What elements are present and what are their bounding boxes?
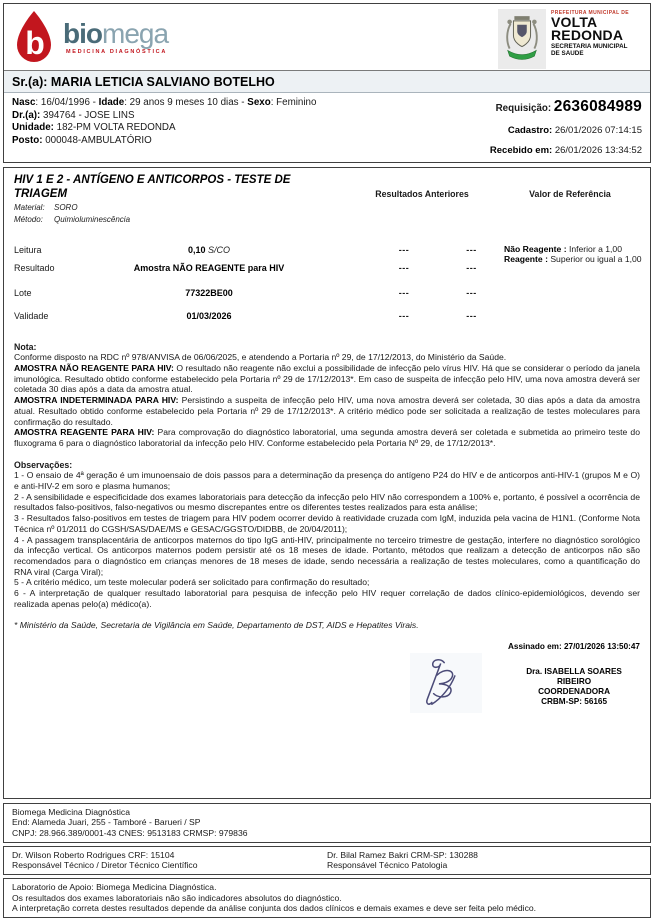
responsible-left <box>12 850 327 871</box>
field-label: Sexo <box>247 97 271 108</box>
material-value: SORO <box>54 203 78 212</box>
field-value: : 16/04/1996 - <box>35 97 99 108</box>
signer-registry: CRBM-SP: 56165 <box>541 697 608 707</box>
recebido-line <box>382 145 642 156</box>
note-text: O resultado não reagente não exclui a possibilidade de infecção pelo vírus HIV. Há que se considerar o período da janela imunológica. Resultado obtido conforme estabelecido pela Portaria nº 29 de 17/12/2013*. Em caso de suspeita de infecção pelo HIV, uma nova amostra deverá ser coletada 30 dias após a data da amostra atual. <box>14 363 640 395</box>
field-label: Recebido em: <box>489 145 553 156</box>
lab-registry: CNPJ: 28.966.389/0001-43 CNES: 9513183 CRMSP: 979836 <box>12 827 248 838</box>
observations-title: Observações: <box>14 459 73 470</box>
note-intro: Conforme disposto na RDC nº 978/ANVISA de 06/06/2025, e atendendo a Portaria nº 29, de 17/12/2013, do Ministério da Saúde. <box>14 352 507 363</box>
result-value: Amostra NÃO REAGENTE para HIV <box>133 262 285 273</box>
field-value: : Feminino <box>270 97 317 108</box>
brand-mega: mega <box>102 17 169 49</box>
table-row <box>14 311 640 322</box>
material-label: Material: <box>14 203 45 212</box>
reference-text: Superior ou igual a 1,00 <box>547 254 642 265</box>
method-label: Método: <box>14 214 43 224</box>
observation-item: 4 - A passagem transplacentária de anticorpos maternos do tipo IgG anti-HIV, principalmente no terceiro trimestre de gestação, interfere no diagnóstico sorológico da infecção vertical. Os anticorpos maternos podem persistir até os 18 meses de idade. Portanto, métodos que realizam a detecção de anticorpos não são recomendados para o diagnóstico em crianças menores de 18 meses de idade, sendo necessária a realização de testes moleculares, como a quantificação do RNA viral (Carga Viral); <box>14 534 640 577</box>
previous-result: --- <box>466 310 477 321</box>
field-label: Posto: <box>12 135 43 147</box>
dept-line1: SECRETARIA MUNICIPAL <box>551 43 628 50</box>
note-paragraph <box>14 363 640 395</box>
municipality-city-line2: REDONDA <box>551 26 624 43</box>
responsible-role: Responsável Técnico Patologia <box>327 860 448 871</box>
field-label: Nasc <box>12 97 36 108</box>
responsible-columns <box>12 850 642 871</box>
ministry-footnote: * Ministério da Saúde, Secretaria de Vigilância em Saúde, Departamento de DST, AIDS e Hepatites Virais. <box>14 620 419 631</box>
brand-tagline: MEDICINA DIAGNÓSTICA <box>66 48 168 55</box>
exam-title: HIV 1 E 2 - ANTÍGENO E ANTICORPOS - TESTE DE TRIAGEM <box>14 174 291 200</box>
reference-line <box>504 254 644 265</box>
observation-item: 5 - A critério médico, um teste molecular poderá ser solicitado para confirmação do resultado; <box>14 577 370 588</box>
biomega-droplet-icon <box>12 9 56 65</box>
field-label: Dr.(a): <box>12 109 41 121</box>
observation-item: 2 - A sensibilidade e especificidade dos exames laboratoriais para detecção da infecção pelo HIV não correspondem a 100% e, portanto, é possível a ocorrência de resultados falso-positivos, falso-negativos ou mesmo discrepantes entre os diferentes testes realizados para esta análise; <box>14 491 640 513</box>
patient-info-section <box>4 93 650 162</box>
material-line <box>14 203 640 213</box>
signature-image <box>410 653 482 713</box>
previous-result: --- <box>398 244 410 255</box>
municipality-city-line1: VOLTA <box>551 14 598 30</box>
signer-role: COORDENADORA <box>538 687 610 697</box>
reference-values <box>504 244 644 265</box>
row-value <box>129 245 289 256</box>
field-value: 394764 - JOSE LINS <box>40 109 135 121</box>
responsible-right <box>327 850 642 871</box>
patient-unit-line <box>12 122 382 135</box>
result-value: 01/03/2026 <box>186 310 232 321</box>
previous-result: --- <box>398 287 410 298</box>
field-label: Cadastro: <box>507 125 553 136</box>
previous-result: --- <box>466 287 477 298</box>
municipality-text <box>546 9 642 69</box>
reference-label: Reagente : <box>504 254 548 265</box>
brand-text <box>63 17 169 55</box>
requisition-number-line <box>382 98 642 116</box>
field-value: 26/01/2026 07:14:15 <box>552 125 642 136</box>
result-value: 77322BE00 <box>185 287 233 298</box>
field-value: 000048-AMBULATÓRIO <box>42 135 152 147</box>
municipality-prefix: PREFEITURA MUNICIPAL DE <box>551 10 629 16</box>
support-lab-line: Laboratorio de Apoio: Biomega Medicina Diagnóstica. <box>12 882 217 893</box>
previous-results-header: Resultados Anteriores <box>375 189 469 199</box>
requisition-details <box>382 97 642 156</box>
header-row <box>4 4 650 70</box>
previous-result: --- <box>466 262 477 273</box>
municipality-logo <box>498 9 642 69</box>
result-unit: S/CO <box>208 244 231 255</box>
note-title: Nota: <box>14 341 37 352</box>
patient-name-banner: Sr.(a): MARIA LETICIA SALVIANO BOTELHO <box>4 70 650 93</box>
patient-birth-line <box>12 97 382 110</box>
header-box <box>3 3 651 163</box>
exam-report-box <box>3 167 651 799</box>
note-paragraph <box>14 427 640 448</box>
reference-text: Inferior a 1,00 <box>566 243 622 254</box>
row-label: Lote <box>14 287 32 298</box>
patient-details <box>12 97 382 156</box>
responsible-role: Responsável Técnico / Diretor Técnico Científico <box>12 860 198 871</box>
note-lead: AMOSTRA NÃO REAGENTE PARA HIV: <box>14 363 174 373</box>
column-headers <box>322 174 640 201</box>
previous-result: --- <box>398 310 410 321</box>
note-lead: AMOSTRA REAGENTE PARA HIV: <box>14 427 155 438</box>
observation-item: 1 - O ensaio de 4ª geração é um imunoensaio de dois passos para a determinação da presença do antígeno P24 do HIV e de anticorpos anti-HIV-1 (grupos M e O) e anti-HIV-2 em soro e plasma humanos; <box>14 470 640 492</box>
municipality-dept <box>551 43 642 57</box>
biomega-logo <box>12 9 168 65</box>
reference-label: Não Reagente : <box>504 243 567 254</box>
table-row <box>14 288 640 299</box>
responsible-box <box>3 846 651 876</box>
note-lead: AMOSTRA INDETERMINADA PARA HIV: <box>14 395 179 406</box>
signer-block <box>508 667 640 713</box>
brand-bio: bio <box>63 17 102 49</box>
row-label: Validade <box>14 310 49 321</box>
method-line <box>14 215 640 225</box>
note-paragraph <box>14 395 640 427</box>
previous-result: --- <box>398 262 410 273</box>
field-value: 26/01/2026 13:34:52 <box>552 145 642 156</box>
result-value: 0,10 <box>187 244 206 255</box>
observation-item: 3 - Resultados falso-positivos em testes de triagem para HIV podem ocorrer devido à reatividade cruzada com IgM, induzida pela vacina de H1N1. (Conforme Nota Técnica nº 01/2011 do CGSH/SAS/DAE/MS e GESAC/GGSTO/DIDBB, de 20/04/2011); <box>14 513 640 534</box>
field-label: Unidade: <box>12 122 54 134</box>
observations-section <box>14 460 640 610</box>
signer-name: Dra. ISABELLA SOARES RIBEIRO <box>526 667 622 687</box>
signed-timestamp: Assinado em: 27/01/2026 13:50:47 <box>508 642 640 652</box>
reference-value-header: Valor de Referência <box>529 189 611 199</box>
note-section <box>14 342 640 449</box>
disclaimer-line: A interpretação correta destes resultados depende da análise conjunta dos dados clínicos e demais exames e deve ser feita pelo médico. <box>12 903 537 914</box>
signature-row <box>14 653 640 713</box>
disclaimer-box <box>3 878 651 918</box>
row-label: Resultado <box>14 262 55 273</box>
field-value: : 29 anos 9 meses 10 dias - <box>124 97 248 108</box>
requisition-label: Requisição: <box>495 103 552 114</box>
lab-identity-box <box>3 803 651 843</box>
method-value: Quimioluminescência <box>54 214 131 224</box>
row-label: Leitura <box>14 244 42 255</box>
responsible-name: Dr. Bilal Ramez Bakri CRM-SP: 130288 <box>327 849 478 860</box>
disclaimer-line: Os resultados dos exames laboratoriais não são indicadores absolutos do diagnóstico. <box>12 892 342 903</box>
cadastro-line <box>382 125 642 136</box>
previous-result: --- <box>466 244 477 255</box>
responsible-name: Dr. Wilson Roberto Rodrigues CRF: 15104 <box>12 849 175 860</box>
field-label: Idade <box>98 97 125 108</box>
exam-header <box>14 174 640 201</box>
lab-address: End: Alameda Juari, 255 - Tamboré - Barueri / SP <box>12 817 201 828</box>
brand-name <box>63 18 168 49</box>
patient-doctor-line <box>12 110 382 123</box>
svg-text:b: b <box>25 25 45 61</box>
reference-line <box>504 244 644 255</box>
patient-station-line <box>12 135 382 148</box>
lab-name: Biomega Medicina Diagnóstica <box>12 807 130 817</box>
requisition-number: 2636084989 <box>553 98 642 115</box>
note-text: Para comprovação do diagnóstico laboratorial, uma segunda amostra deverá ser coletada e submetida ao primeiro teste do fluxograma 6 para o diagnóstico laboratorial da infecção pelo HIV. Conforme estabelecido pela Portaria Nº 29, de 17/12/2013*. <box>14 427 640 448</box>
note-text: Persistindo a suspeita de infecção pelo HIV, uma nova amostra deverá ser coletada, 30 dias após a data da amostra atual. Resultado obtido conforme estabelecido pela Portaria nº 29 de 17/12/2013*. A critério médico pode ser solicitada a realização de testes moleculares para confirmação do resultado. <box>14 395 640 427</box>
field-value: 182-PM VOLTA REDONDA <box>53 122 176 134</box>
results-table <box>14 245 640 322</box>
observation-item: 6 - A interpretação de qualquer resultado laboratorial para pesquisa de infecção pelo HIV requer correlação de dados clínico-epidemiológicos, devendo ser realizada apenas pelo(a) médico(a). <box>14 588 640 609</box>
dept-line2: DE SAUDE <box>551 50 584 57</box>
coat-of-arms-icon <box>498 9 546 69</box>
